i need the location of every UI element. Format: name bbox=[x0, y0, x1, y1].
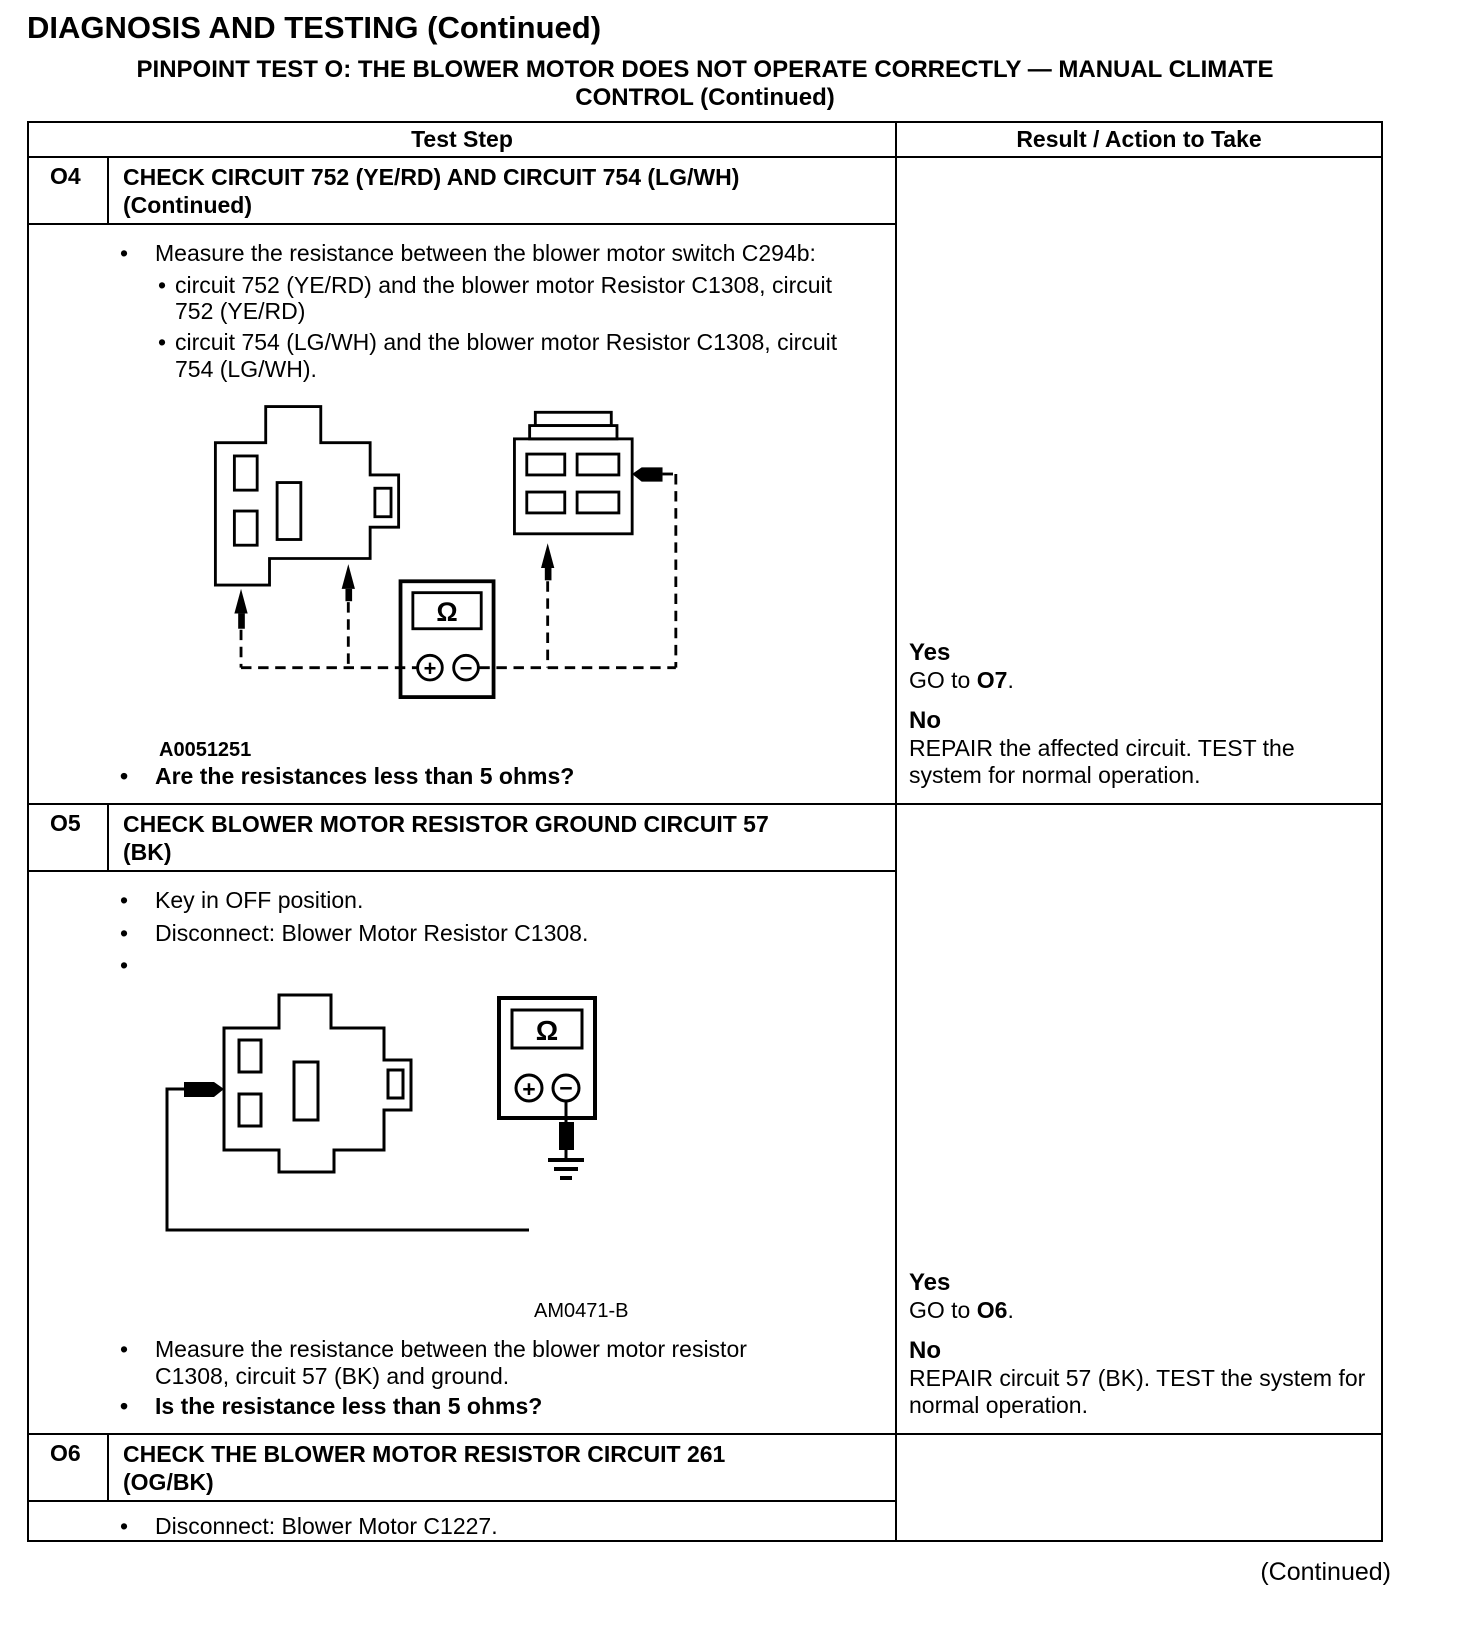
step-header-o6 bbox=[29, 1435, 895, 1502]
figure-label: AM0471-B bbox=[534, 1300, 629, 1323]
bullet-item: • Disconnect: Blower Motor Resistor C1308. bbox=[120, 920, 895, 947]
minus-symbol: − bbox=[459, 655, 473, 681]
yes-label: Yes bbox=[909, 1268, 951, 1296]
step-body-o4 bbox=[29, 225, 895, 803]
resistor-connector bbox=[514, 412, 662, 534]
bullet-marker bbox=[120, 1336, 155, 1390]
connector-pin bbox=[294, 1062, 318, 1120]
yes-action: GO to O6. bbox=[909, 1296, 1014, 1323]
result-cell-o6 bbox=[897, 1435, 1381, 1540]
bullet-marker bbox=[120, 1393, 155, 1420]
ohmmeter bbox=[499, 998, 595, 1118]
bullet-item: • Disconnect: Blower Motor C1227. bbox=[120, 1513, 895, 1540]
question-bullet: • Are the resistances less than 5 ohms? bbox=[120, 763, 895, 790]
step-header-o5 bbox=[29, 805, 895, 872]
step-title-line-1: CHECK BLOWER MOTOR RESISTOR GROUND CIRCUIT 57 bbox=[123, 810, 769, 837]
connector-pin bbox=[234, 456, 257, 490]
page-title: DIAGNOSIS AND TESTING (Continued) bbox=[27, 10, 602, 45]
bullet-item: • Measure the resistance between the blower motor switch C294b: bbox=[120, 240, 895, 267]
ohm-symbol: Ω bbox=[436, 597, 458, 628]
bullet-item: • Key in OFF position. bbox=[120, 887, 895, 914]
continued-footer: (Continued) bbox=[1260, 1557, 1391, 1586]
test-probe bbox=[632, 468, 662, 482]
step-title-line-2: (Continued) bbox=[123, 191, 253, 218]
connector-pin bbox=[577, 454, 619, 475]
step-title bbox=[109, 158, 749, 223]
bullet-marker bbox=[120, 920, 155, 947]
bullet-item bbox=[120, 952, 895, 979]
yes-result bbox=[909, 639, 1371, 694]
bullet-marker bbox=[120, 1513, 155, 1540]
step-title bbox=[109, 805, 779, 870]
step-body-o5 bbox=[29, 872, 895, 1433]
resistor-connector bbox=[184, 995, 411, 1172]
sub-bullet-item: • circuit 752 (YE/RD) and the blower motor Resistor C1308, circuit 752 (YE/RD) bbox=[158, 272, 858, 326]
sub-bullet-item: • circuit 754 (LG/WH) and the blower motor Resistor C1308, circuit 754 (LG/WH). bbox=[158, 329, 858, 383]
bullet-marker bbox=[120, 240, 155, 267]
question-bullet: • Is the resistance less than 5 ohms? bbox=[120, 1393, 895, 1420]
step-title bbox=[109, 1435, 735, 1500]
post-diagram-bullets bbox=[29, 1333, 895, 1423]
connector-pin bbox=[375, 488, 391, 516]
connector-pin bbox=[277, 483, 301, 540]
yes-label: Yes bbox=[909, 638, 951, 666]
yes-result bbox=[909, 1269, 1371, 1324]
pinpoint-test-table bbox=[27, 121, 1383, 1542]
plus-symbol: + bbox=[522, 1076, 536, 1103]
result-cell-o4 bbox=[897, 158, 1381, 803]
test-row-o4 bbox=[29, 158, 1381, 805]
yes-action: GO to O7. bbox=[909, 666, 1014, 693]
ground-wire bbox=[167, 1089, 529, 1230]
step-title-line-2: (OG/BK) bbox=[123, 1468, 214, 1495]
no-result bbox=[909, 1337, 1371, 1419]
test-probe bbox=[559, 1122, 574, 1150]
test-probe bbox=[184, 1082, 224, 1097]
no-result bbox=[909, 707, 1371, 789]
connector-pin bbox=[527, 492, 565, 513]
section-subtitle bbox=[27, 56, 1383, 113]
blower-switch-connector bbox=[215, 407, 398, 585]
bullet-marker bbox=[120, 887, 155, 914]
connector-pin bbox=[239, 1040, 261, 1072]
ohm-symbol: Ω bbox=[535, 1015, 559, 1047]
connector-pin bbox=[527, 454, 565, 475]
plus-symbol: + bbox=[423, 656, 437, 682]
bullet-marker bbox=[120, 952, 155, 979]
ohmmeter bbox=[401, 581, 494, 697]
step-body-o6 bbox=[29, 1502, 895, 1540]
step-title-line-2: (BK) bbox=[123, 838, 172, 865]
dashed-test-leads bbox=[241, 474, 676, 668]
test-row-o6 bbox=[29, 1435, 1381, 1540]
minus-symbol: − bbox=[559, 1075, 573, 1102]
connector-pin bbox=[239, 1094, 261, 1126]
column-header-test-step: Test Step bbox=[29, 123, 897, 156]
ground-symbol bbox=[548, 1101, 584, 1178]
step-id-cell: O4 bbox=[29, 158, 109, 223]
table-header-row bbox=[29, 123, 1381, 158]
subtitle-line-2: CONTROL (Continued) bbox=[575, 84, 835, 112]
bullet-item: • Measure the resistance between the blower motor resistor C1308, circuit 57 (BK) and ground. bbox=[120, 1336, 895, 1390]
column-header-result: Result / Action to Take bbox=[1016, 125, 1262, 152]
subtitle-line-1: PINPOINT TEST O: THE BLOWER MOTOR DOES NOT OPERATE CORRECTLY — MANUAL CLIMATE bbox=[136, 56, 1274, 83]
no-label: No bbox=[909, 706, 941, 734]
step-id-cell: O5 bbox=[29, 805, 109, 870]
bullet-marker bbox=[158, 272, 175, 326]
bullet-marker bbox=[120, 763, 155, 790]
connector-resistance-diagram-o4 bbox=[129, 399, 729, 733]
result-cell-o5 bbox=[897, 805, 1381, 1433]
step-id-cell: O6 bbox=[29, 1435, 109, 1500]
step-title-line-1: CHECK THE BLOWER MOTOR RESISTOR CIRCUIT 261 bbox=[123, 1440, 726, 1467]
no-label: No bbox=[909, 1336, 941, 1364]
ground-check-diagram-o5 bbox=[159, 990, 639, 1250]
figure-label: A0051251 bbox=[159, 739, 252, 762]
connector-pin bbox=[577, 492, 619, 513]
bullet-marker bbox=[158, 329, 175, 383]
probe-arrows bbox=[234, 543, 554, 628]
no-action: REPAIR the affected circuit. TEST the system for normal operation. bbox=[909, 734, 1295, 788]
connector-pin bbox=[234, 511, 257, 545]
connector-pin bbox=[388, 1070, 403, 1098]
step-header-o4 bbox=[29, 158, 895, 225]
no-action: REPAIR circuit 57 (BK). TEST the system for normal operation. bbox=[909, 1364, 1366, 1418]
test-row-o5 bbox=[29, 805, 1381, 1435]
step-title-line-1: CHECK CIRCUIT 752 (YE/RD) AND CIRCUIT 754 (LG/WH) bbox=[123, 163, 740, 190]
